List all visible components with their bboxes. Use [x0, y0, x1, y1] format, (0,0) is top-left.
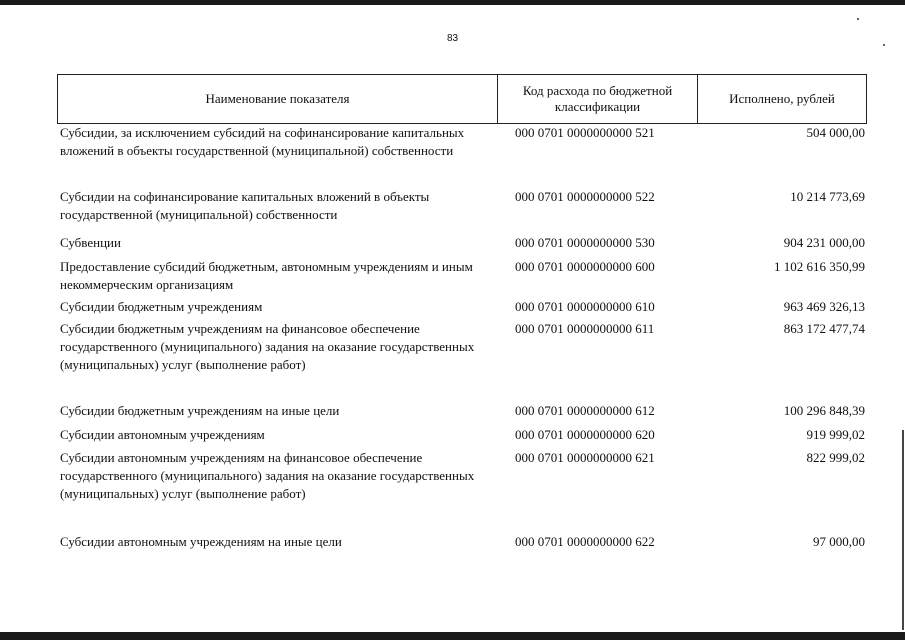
row-budget-code: 000 0701 0000000000 600	[515, 259, 655, 274]
row-indicator-name: Субсидии автономным учреждениям на иные цели	[60, 534, 342, 549]
row-executed-amount: 10 214 773,69	[790, 189, 865, 204]
scan-border-bottom	[0, 632, 905, 640]
row-budget-code: 000 0701 0000000000 610	[515, 299, 655, 314]
row-indicator-name: Субвенции	[60, 235, 121, 250]
row-indicator-name: Субсидии на софинансирование капитальных вложений в объекты государственной (муниципальной) собственности	[60, 189, 430, 222]
row-indicator-name: Субсидии автономным учреждениям	[60, 427, 265, 442]
row-budget-code: 000 0701 0000000000 530	[515, 235, 655, 250]
row-budget-code: 000 0701 0000000000 622	[515, 534, 655, 549]
scan-border-top	[0, 0, 905, 5]
row-indicator-name: Субсидии, за исключением субсидий на софинансирование капитальных вложений в объекты государственной (муниципальной) собственности	[60, 125, 465, 158]
row-executed-amount: 904 231 000,00	[783, 235, 865, 250]
row-budget-code: 000 0701 0000000000 521	[515, 125, 655, 140]
row-executed-amount: 1 102 616 350,99	[774, 259, 865, 274]
header-executed-amount: Исполнено, рублей	[729, 91, 835, 106]
row-executed-amount: 963 469 326,13	[783, 299, 865, 314]
row-executed-amount: 100 296 848,39	[783, 403, 865, 418]
row-executed-amount: 97 000,00	[813, 534, 865, 549]
row-indicator-name: Субсидии бюджетным учреждениям на иные цели	[60, 403, 340, 418]
row-budget-code: 000 0701 0000000000 611	[515, 321, 655, 336]
row-budget-code: 000 0701 0000000000 621	[515, 450, 655, 465]
header-indicator-name: Наименование показателя	[58, 75, 498, 123]
row-executed-amount: 822 999,02	[806, 450, 865, 465]
row-indicator-name: Субсидии бюджетным учреждениям	[60, 299, 263, 314]
row-executed-amount: 504 000,00	[806, 125, 865, 140]
row-executed-amount: 863 172 477,74	[783, 321, 865, 336]
scan-speck	[857, 18, 859, 20]
row-indicator-name: Субсидии автономным учреждениям на финансовое обеспечение государственного (муниципального) задания на оказание государственных (муниципальных) услуг (выполнение работ)	[60, 450, 475, 501]
row-indicator-name: Субсидии бюджетным учреждениям на финансовое обеспечение государственного (муниципального) задания на оказание государственных (муниципальных) услуг (выполнение работ)	[60, 321, 475, 372]
row-budget-code: 000 0701 0000000000 620	[515, 427, 655, 442]
row-budget-code: 000 0701 0000000000 522	[515, 189, 655, 204]
scan-speck	[883, 44, 885, 46]
table-header	[57, 74, 867, 124]
row-budget-code: 000 0701 0000000000 612	[515, 403, 655, 418]
row-executed-amount: 919 999,02	[806, 427, 865, 442]
scan-edge-right	[902, 430, 904, 630]
header-budget-code: Код расхода по бюджетной классификации	[498, 75, 698, 123]
row-indicator-name: Предоставление субсидий бюджетным, автономным учреждениям и иным некоммерческим организациям	[60, 259, 473, 292]
page-number: 83	[446, 33, 459, 44]
